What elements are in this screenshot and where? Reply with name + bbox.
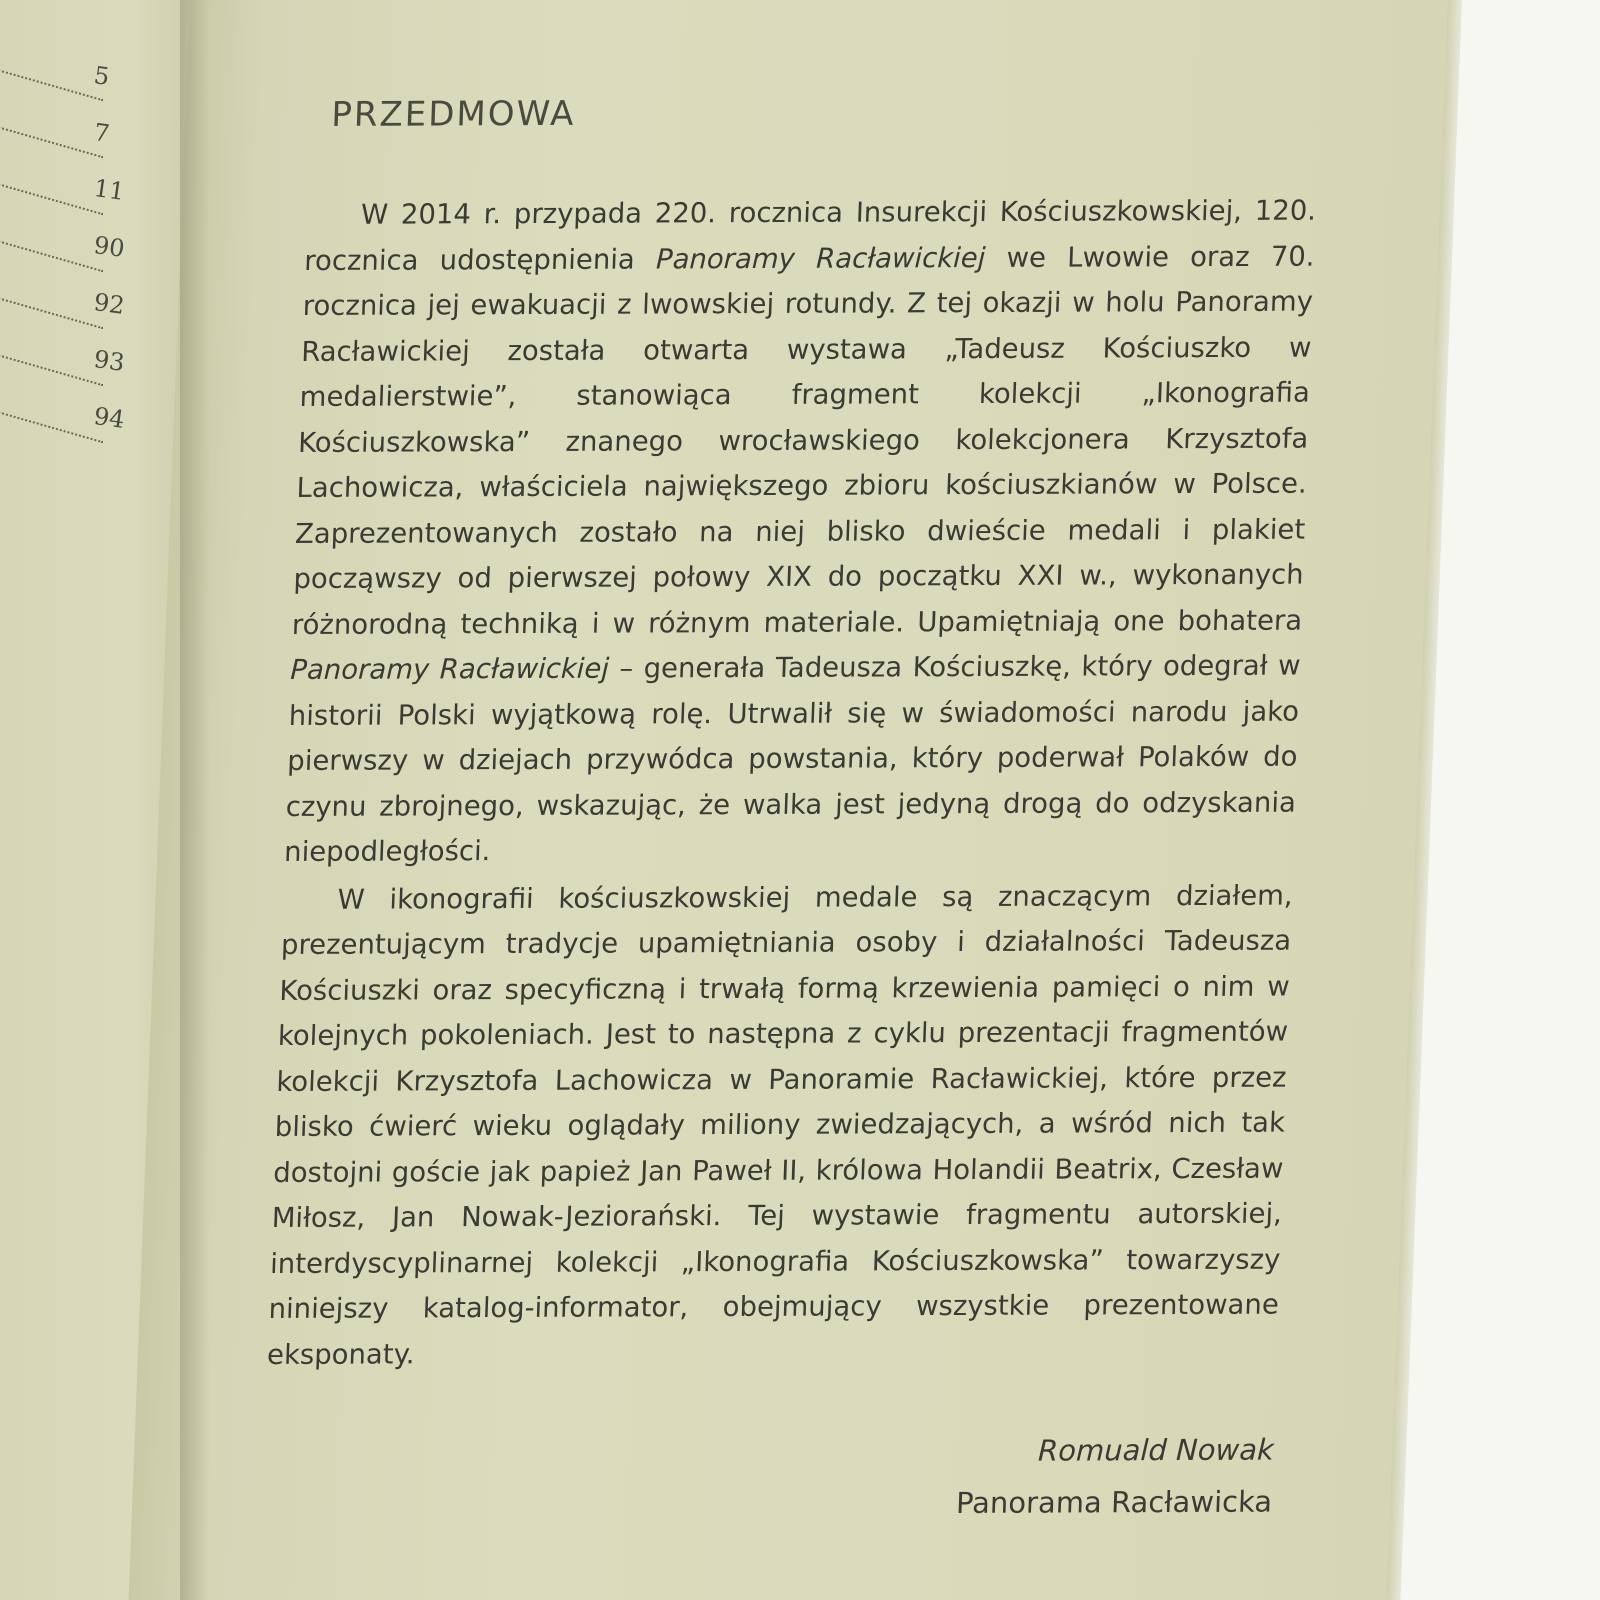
toc-page-number: 7 — [92, 118, 112, 148]
toc-entry — [0, 343, 170, 383]
book-spine-shadow — [180, 0, 210, 1600]
paragraph-1 — [283, 189, 1316, 876]
toc-page-number: 94 — [92, 402, 127, 434]
toc-entry — [0, 172, 170, 212]
paragraph-1-italic-title: Panoramy Racławickiej — [289, 652, 610, 686]
paragraph-1-text: W 2014 r. przypada 220. rocznica Insurekcji Kościuszkowskiej, 120. rocznica udostępnienia — [303, 194, 1317, 277]
preface-content — [261, 91, 1320, 1532]
toc-entry — [0, 400, 170, 440]
toc-leader-dots — [0, 235, 103, 272]
toc-leader-dots — [0, 64, 103, 101]
paragraph-1-text: we Lwowie oraz 70. rocznica jej ewakuacji z lwowskiej rotundy. Z tej okazji w holu Panoramy Racławickiej została otwarta wystawa „Tadeusz Kościuszko w medalierstwie”, stanowiąca fragment kolekcji „Ikonografia Kościuszkowska” znanego wrocławskiego kolekcjonera Krzysztofa Lachowicza, właściciela największego zbioru kościuszkianów w Polsce. Zaprezentowanych zostało na niej blisko dwieście medali i plakiet począwszy od pierwszej połowy XIX do początku XXI w., wykonanych różnorodną techniką i w różnym materiale. Upamiętniają one bohatera — [291, 240, 1316, 641]
toc-entry — [0, 286, 170, 326]
toc-leader-dots — [0, 406, 103, 443]
paragraph-1-italic-title: Panoramy Racławickiej — [655, 241, 986, 275]
toc-entry — [0, 115, 170, 155]
toc-page-number: 11 — [92, 174, 127, 206]
toc-page-number: 90 — [92, 231, 127, 263]
toc-page-number: 92 — [92, 288, 127, 320]
toc-page-number: 93 — [92, 345, 127, 377]
paragraph-1-text: – generała Tadeusza Kościuszkę, który odegrał w historii Polski wyjątkową rolę. Utrwalił się w świadomości narodu jako pierwszy w dziejach przywódca powstania, który poderwał Polaków do czynu zbrojnego, wskazując, że walka jest jedyną drogą do odzyskania niepodległości. — [283, 649, 1302, 868]
toc-entry — [0, 58, 170, 98]
author-name: Romuald Nowak — [1037, 1432, 1275, 1468]
toc-entry — [0, 229, 170, 269]
toc-leader-dots — [0, 292, 103, 329]
author-institution: Panorama Racławicka — [955, 1484, 1273, 1520]
toc-leader-dots — [0, 121, 103, 158]
signature-block — [261, 1424, 1275, 1532]
page-title: PRZEDMOWA — [330, 93, 577, 135]
toc-leader-dots — [0, 178, 103, 215]
paragraph-2: W ikonografii kościuszkowskiej medale są znaczącym działem, prezentującym tradycje upamiętniania osoby i działalności Tadeusza Kościuszki oraz specyficzną i trwałą formą krzewienia pamięci o nim w kolejnych pokoleniach. Jest to następna z cyklu prezentacji fragmentów kolekcji Krzysztofa Lachowicza w Panoramie Racławickiej, które przez blisko ćwierć wieku oglądały miliony zwiedzających, a wśród nich tak dostojni goście jak papież Jan Paweł II, królowa Holandii Beatrix, Czesław Miłosz, Jan Nowak-Jeziorański. Tej wystawie fragmentu autorskiej, interdyscyplinarnej kolekcji „Ikonografia Kościuszkowska” towarzyszy niniejszy katalog-informator, obejmujący wszystkie prezentowane eksponaty. — [266, 879, 1294, 1371]
toc-page-number: 5 — [92, 61, 112, 91]
toc-leader-dots — [0, 349, 103, 386]
